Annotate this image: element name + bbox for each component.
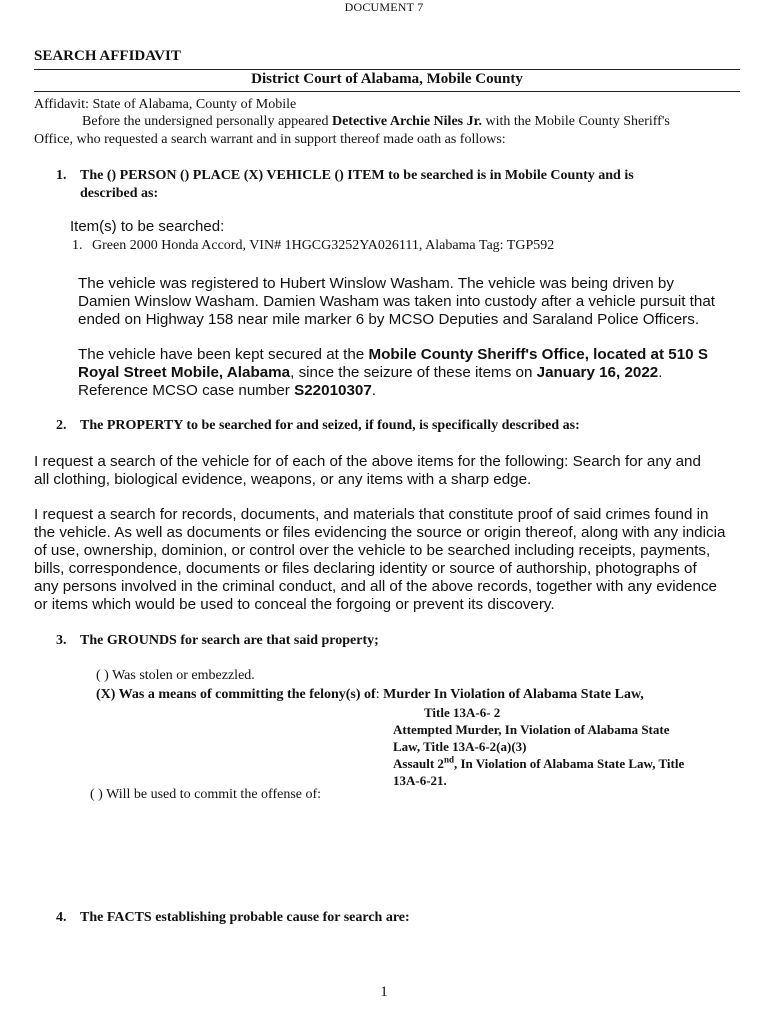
charge-assault-line-1 bbox=[393, 755, 684, 773]
secured-location-a: Mobile County Sheriff's Office, located at 510 S bbox=[368, 346, 708, 363]
document-title: SEARCH AFFIDAVIT bbox=[34, 48, 181, 64]
secured-location-b: Royal Street Mobile, Alabama bbox=[78, 364, 291, 381]
document-label: DOCUMENT 7 bbox=[344, 0, 424, 14]
request-para2-line-6: or items which would be used to conceal the forgoing or prevent its discovery. bbox=[34, 596, 555, 613]
section1-number: 1. bbox=[56, 168, 67, 183]
intro-after: with the Mobile County Sheriff's bbox=[482, 114, 670, 129]
grounds-option-future: ( ) Will be used to commit the offense of: bbox=[90, 787, 322, 802]
affidavit-line: Affidavit: State of Alabama, County of Mobile bbox=[34, 97, 297, 112]
case-ref-label: Reference MCSO case number bbox=[78, 382, 295, 399]
secured-para-line-2 bbox=[78, 363, 662, 382]
grounds-option-stolen: ( ) Was stolen or embezzled. bbox=[96, 668, 255, 683]
request-para2-line-2: the vehicle. As well as documents or files evidencing the source or origin thereof, along with any indicia bbox=[34, 524, 726, 541]
intro-line-2: Office, who requested a search warrant and in support thereof made oath as follows: bbox=[34, 132, 506, 147]
section1-heading-2: described as: bbox=[80, 186, 159, 201]
assault-superscript: nd bbox=[443, 754, 454, 765]
vehicle-para-line-3: ended on Highway 158 near mile marker 6 by MCSO Deputies and Saraland Police Officers. bbox=[78, 311, 700, 328]
felony-colon: : bbox=[375, 687, 380, 702]
charge-attempted-line-1: Attempted Murder, In Violation of Alabama State bbox=[393, 722, 670, 737]
section3-number: 3. bbox=[56, 633, 67, 648]
case-ref-period: . bbox=[371, 382, 377, 399]
page-number: 1 bbox=[380, 984, 388, 1000]
secured-para-line-1 bbox=[78, 345, 708, 364]
title-rule bbox=[34, 69, 740, 70]
assault-label: Assault 2 bbox=[393, 756, 444, 771]
item1-text: Green 2000 Honda Accord, VIN# 1HGCG3252YA026111, Alabama Tag: TGP592 bbox=[92, 238, 555, 253]
felony-prefix: (X) Was a means of committing the felony(s) of bbox=[96, 687, 376, 702]
request-para1-line-2: all clothing, biological evidence, weapons, or any items with a sharp edge. bbox=[34, 471, 532, 488]
vehicle-para-line-1: The vehicle was registered to Hubert Winslow Washam. The vehicle was being driven by bbox=[78, 275, 674, 292]
section4-number: 4. bbox=[56, 910, 67, 925]
request-para2-line-3: of use, ownership, dominion, or control over the vehicle to be searched including receipts, payments, bbox=[34, 542, 711, 559]
item1-number: 1. bbox=[72, 238, 83, 253]
intro-before: Before the undersigned personally appeared bbox=[82, 114, 332, 129]
assault-statute: , In Violation of Alabama State Law, Title bbox=[453, 756, 685, 771]
secured-para-line-3 bbox=[78, 381, 376, 400]
charge-assault-line-2: 13A-6-21. bbox=[393, 773, 447, 788]
charge-murder: Murder In Violation of Alabama State Law, bbox=[379, 687, 644, 702]
section1-heading-1: The () PERSON () PLACE (X) VEHICLE () ITEM to be searched is in Mobile County and is bbox=[80, 168, 634, 183]
grounds-option-felony bbox=[96, 686, 644, 704]
section3-heading: The GROUNDS for search are that said property; bbox=[80, 633, 379, 648]
case-number: S22010307 bbox=[294, 382, 372, 399]
intro-line-1 bbox=[82, 113, 742, 131]
charge-attempted-line-2: Law, Title 13A-6-2(a)(3) bbox=[393, 739, 527, 754]
section2-number: 2. bbox=[56, 418, 67, 433]
request-para2-line-1: I request a search for records, documents, and materials that constitute proof of said crimes found in bbox=[34, 506, 709, 523]
section2-heading: The PROPERTY to be searched for and seized, if found, is specifically described as: bbox=[80, 418, 580, 433]
request-para2-line-5: any persons involved in the criminal conduct, and all of the above records, together with any evidence bbox=[34, 578, 717, 595]
items-label: Item(s) to be searched: bbox=[70, 218, 225, 235]
court-name: District Court of Alabama, Mobile County bbox=[251, 71, 523, 87]
request-para1-line-1: I request a search of the vehicle for of each of the above items for the following: Search for any and bbox=[34, 453, 701, 470]
section4-heading: The FACTS establishing probable cause for search are: bbox=[80, 910, 410, 925]
seizure-date: January 16, 2022 bbox=[536, 364, 659, 381]
detective-name: Detective Archie Niles Jr. bbox=[331, 114, 483, 129]
secured-text-f: . bbox=[658, 364, 663, 381]
charge-murder-title: Title 13A-6- 2 bbox=[424, 705, 501, 720]
secured-text-d: , since the seizure of these items on bbox=[290, 364, 537, 381]
secured-text-a: The vehicle have been kept secured at the bbox=[78, 346, 369, 363]
request-para2-line-4: bills, correspondence, documents or files declaring identity or source of authorship, photographs of bbox=[34, 560, 697, 577]
court-rule bbox=[34, 91, 740, 92]
vehicle-para-line-2: Damien Winslow Washam. Damien Washam was taken into custody after a vehicle pursuit that bbox=[78, 293, 716, 310]
